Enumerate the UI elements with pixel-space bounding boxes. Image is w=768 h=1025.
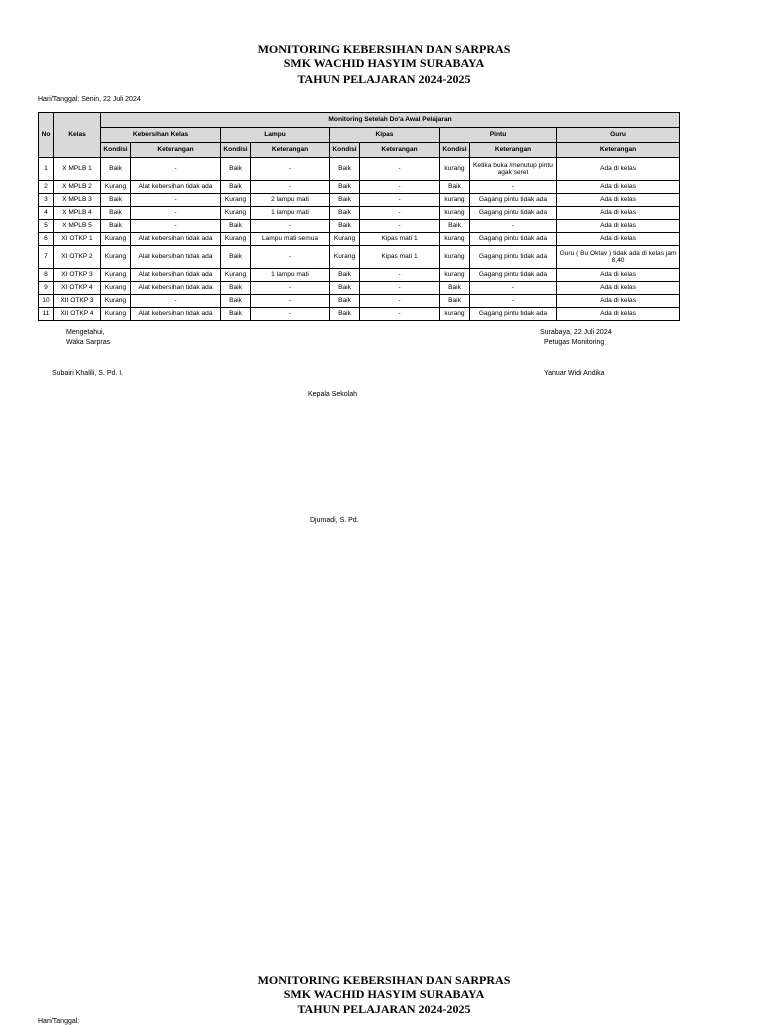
lampu-keterangan: - <box>251 308 330 321</box>
row-kelas: XII OTKP 3 <box>54 295 101 308</box>
kebersihan-keterangan: Alat kebersihan tidak ada <box>131 308 221 321</box>
row-kelas: X MPLB 4 <box>54 207 101 220</box>
kebersihan-kondisi: Kurang <box>101 246 131 269</box>
kebersihan-kondisi: Kurang <box>101 233 131 246</box>
kipas-kondisi: Baik <box>330 282 360 295</box>
pintu-keterangan: - <box>470 295 557 308</box>
lampu-kondisi: Baik <box>221 295 251 308</box>
row-kelas: XII OTKP 4 <box>54 308 101 321</box>
lampu-kondisi: Kurang <box>221 194 251 207</box>
header-group-title: Monitoring Setelah Do'a Awal Pelajaran <box>101 113 680 128</box>
lampu-kondisi: Baik <box>221 308 251 321</box>
lampu-kondisi: Baik <box>221 220 251 233</box>
guru-keterangan: Ada di kelas <box>557 194 680 207</box>
kebersihan-kondisi: Baik <box>101 158 131 181</box>
date-line: Hari/Tanggal: Senin, 22 Juli 2024 <box>38 96 141 103</box>
kebersihan-keterangan: Alat kebersihan tidak ada <box>131 181 221 194</box>
table-row <box>39 295 680 308</box>
guru-keterangan: Ada di kelas <box>557 207 680 220</box>
lampu-kondisi: Baik <box>221 282 251 295</box>
signature-left-label-1: Mengetahui, <box>66 329 105 336</box>
signature-left-label-2: Waka Sarpras <box>66 339 111 346</box>
row-no: 2 <box>39 181 54 194</box>
lampu-keterangan: 1 lampu mati <box>251 269 330 282</box>
signature-left-name: Subairi Khalili, S. Pd. I. <box>52 370 124 377</box>
kebersihan-kondisi: Kurang <box>101 181 131 194</box>
lampu-kondisi: Kurang <box>221 207 251 220</box>
row-no: 6 <box>39 233 54 246</box>
guru-keterangan: Ada di kelas <box>557 181 680 194</box>
kipas-keterangan: Kipas mati 1 <box>360 233 440 246</box>
pintu-kondisi: kurang <box>440 308 470 321</box>
lampu-kondisi: Kurang <box>221 233 251 246</box>
pintu-kondisi: Baik <box>440 220 470 233</box>
kebersihan-kondisi: Kurang <box>101 308 131 321</box>
kipas-keterangan: Kipas mati 1 <box>360 246 440 269</box>
kebersihan-keterangan: Alat kebersihan tidak ada <box>131 282 221 295</box>
pintu-kondisi: kurang <box>440 233 470 246</box>
kipas-kondisi: Kurang <box>330 233 360 246</box>
page-title-line-3: TAHUN PELAJARAN 2024-2025 <box>297 72 471 86</box>
pintu-kondisi: kurang <box>440 207 470 220</box>
pintu-keterangan: Gagang pintu tidak ada <box>470 194 557 207</box>
header-no: No <box>39 113 54 158</box>
kipas-keterangan: - <box>360 158 440 181</box>
guru-keterangan: Ada di kelas <box>557 158 680 181</box>
kipas-kondisi: Baik <box>330 295 360 308</box>
pintu-kondisi: kurang <box>440 269 470 282</box>
kipas-keterangan: - <box>360 295 440 308</box>
kipas-keterangan: - <box>360 282 440 295</box>
table-row <box>39 207 680 220</box>
lampu-keterangan: - <box>251 282 330 295</box>
signature-center-label: Kepala Sekolah <box>308 391 358 398</box>
signature-center-name: Djumadi, S. Pd. <box>310 517 359 524</box>
row-no: 9 <box>39 282 54 295</box>
table-row <box>39 269 680 282</box>
table-body <box>39 158 680 321</box>
pintu-kondisi: kurang <box>440 158 470 181</box>
header-guru: Guru <box>557 128 680 143</box>
pintu-kondisi: Baik <box>440 282 470 295</box>
next-page-title-line-3: TAHUN PELAJARAN 2024-2025 <box>297 1002 471 1016</box>
next-page-date-line: Hari/Tanggal: <box>38 1018 80 1025</box>
lampu-keterangan: - <box>251 246 330 269</box>
next-page-title-line-2: SMK WACHID HASYIM SURABAYA <box>283 987 485 1001</box>
pintu-keterangan: - <box>470 282 557 295</box>
kebersihan-kondisi: Kurang <box>101 295 131 308</box>
table-row <box>39 194 680 207</box>
row-kelas: XI OTKP 4 <box>54 282 101 295</box>
row-no: 1 <box>39 158 54 181</box>
kebersihan-kondisi: Kurang <box>101 282 131 295</box>
row-no: 3 <box>39 194 54 207</box>
row-kelas: X MPLB 5 <box>54 220 101 233</box>
kebersihan-kondisi: Baik <box>101 194 131 207</box>
kipas-kondisi: Baik <box>330 269 360 282</box>
subheader-keterangan: Keterangan <box>251 143 330 158</box>
lampu-kondisi: Baik <box>221 181 251 194</box>
lampu-keterangan: - <box>251 295 330 308</box>
lampu-kondisi: Kurang <box>221 269 251 282</box>
subheader-keterangan: Keterangan <box>557 143 680 158</box>
table-row <box>39 220 680 233</box>
kipas-kondisi: Baik <box>330 181 360 194</box>
kipas-kondisi: Baik <box>330 207 360 220</box>
subheader-kondisi: Kondisi <box>330 143 360 158</box>
header-pintu: Pintu <box>440 128 557 143</box>
guru-keterangan: Ada di kelas <box>557 269 680 282</box>
page-title-line-2: SMK WACHID HASYIM SURABAYA <box>283 56 485 70</box>
row-kelas: X MPLB 1 <box>54 158 101 181</box>
subheader-keterangan: Keterangan <box>360 143 440 158</box>
kebersihan-keterangan: Alat kebersihan tidak ada <box>131 246 221 269</box>
row-no: 4 <box>39 207 54 220</box>
signature-right-label-1: Surabaya, 22 Juli 2024 <box>540 329 612 336</box>
header-kipas: Kipas <box>330 128 440 143</box>
kebersihan-keterangan: Alat kebersihan tidak ada <box>131 233 221 246</box>
subheader-kondisi: Kondisi <box>221 143 251 158</box>
row-no: 7 <box>39 246 54 269</box>
guru-keterangan: Ada di kelas <box>557 282 680 295</box>
kipas-kondisi: Baik <box>330 308 360 321</box>
pintu-keterangan: Gagang pintu tidak ada <box>470 207 557 220</box>
row-no: 11 <box>39 308 54 321</box>
pintu-keterangan: - <box>470 220 557 233</box>
kipas-kondisi: Baik <box>330 194 360 207</box>
kipas-kondisi: Baik <box>330 158 360 181</box>
table-row <box>39 246 680 269</box>
table-row <box>39 181 680 194</box>
lampu-keterangan: - <box>251 220 330 233</box>
kipas-keterangan: - <box>360 269 440 282</box>
row-no: 10 <box>39 295 54 308</box>
row-no: 5 <box>39 220 54 233</box>
pintu-keterangan: - <box>470 181 557 194</box>
next-page-title-line-1: MONITORING KEBERSIHAN DAN SARPRAS <box>257 973 511 987</box>
row-kelas: XI OTKP 3 <box>54 269 101 282</box>
row-kelas: X MPLB 2 <box>54 181 101 194</box>
table-row <box>39 158 680 181</box>
lampu-kondisi: Baik <box>221 158 251 181</box>
pintu-kondisi: kurang <box>440 194 470 207</box>
kipas-keterangan: - <box>360 207 440 220</box>
table-row <box>39 233 680 246</box>
row-kelas: XI OTKP 2 <box>54 246 101 269</box>
lampu-keterangan: - <box>251 158 330 181</box>
monitoring-table <box>38 112 680 321</box>
lampu-kondisi: Baik <box>221 246 251 269</box>
guru-keterangan: Guru ( Bu Oktav ) tidak ada di kelas jam 8,40 <box>557 246 680 269</box>
kebersihan-keterangan: - <box>131 220 221 233</box>
kipas-keterangan: - <box>360 194 440 207</box>
kipas-kondisi: Baik <box>330 220 360 233</box>
lampu-keterangan: 1 lampu mati <box>251 207 330 220</box>
page-title-line-1: MONITORING KEBERSIHAN DAN SARPRAS <box>257 42 511 56</box>
lampu-keterangan: 2 lampu mati <box>251 194 330 207</box>
guru-keterangan: Ada di kelas <box>557 220 680 233</box>
kebersihan-kondisi: Kurang <box>101 269 131 282</box>
table-row <box>39 282 680 295</box>
kebersihan-kondisi: Baik <box>101 207 131 220</box>
header-kebersihan: Kebersihan Kelas <box>101 128 221 143</box>
row-kelas: X MPLB 3 <box>54 194 101 207</box>
kipas-kondisi: Kurang <box>330 246 360 269</box>
pintu-keterangan: Gagang pintu tidak ada <box>470 246 557 269</box>
guru-keterangan: Ada di kelas <box>557 233 680 246</box>
kipas-keterangan: - <box>360 308 440 321</box>
row-kelas: XI OTKP 1 <box>54 233 101 246</box>
guru-keterangan: Ada di kelas <box>557 295 680 308</box>
pintu-kondisi: Baik <box>440 295 470 308</box>
kebersihan-keterangan: - <box>131 194 221 207</box>
row-no: 8 <box>39 269 54 282</box>
pintu-kondisi: kurang <box>440 246 470 269</box>
lampu-keterangan: - <box>251 181 330 194</box>
kebersihan-keterangan: - <box>131 207 221 220</box>
kipas-keterangan: - <box>360 181 440 194</box>
subheader-keterangan: Keterangan <box>131 143 221 158</box>
pintu-keterangan: Gagang pintu tidak ada <box>470 269 557 282</box>
lampu-keterangan: Lampu mati semua <box>251 233 330 246</box>
kebersihan-keterangan: Alat kebersihan tidak ada <box>131 269 221 282</box>
pintu-keterangan: Gagang pintu tidak ada <box>470 233 557 246</box>
subheader-kondisi: Kondisi <box>101 143 131 158</box>
pintu-kondisi: Baik <box>440 181 470 194</box>
guru-keterangan: Ada di kelas <box>557 308 680 321</box>
subheader-keterangan: Keterangan <box>470 143 557 158</box>
pintu-keterangan: Ketika buka /menutup pintu agak seret <box>470 158 557 181</box>
header-kelas: Kelas <box>54 113 101 158</box>
kebersihan-kondisi: Baik <box>101 220 131 233</box>
pintu-keterangan: Gagang pintu tidak ada <box>470 308 557 321</box>
signature-right-name: Yanuar Widi Andika <box>544 370 605 377</box>
signature-right-label-2: Petugas Monitoring <box>544 339 605 346</box>
table-row <box>39 308 680 321</box>
subheader-kondisi: Kondisi <box>440 143 470 158</box>
header-lampu: Lampu <box>221 128 330 143</box>
kebersihan-keterangan: - <box>131 295 221 308</box>
kebersihan-keterangan: - <box>131 158 221 181</box>
kipas-keterangan: - <box>360 220 440 233</box>
